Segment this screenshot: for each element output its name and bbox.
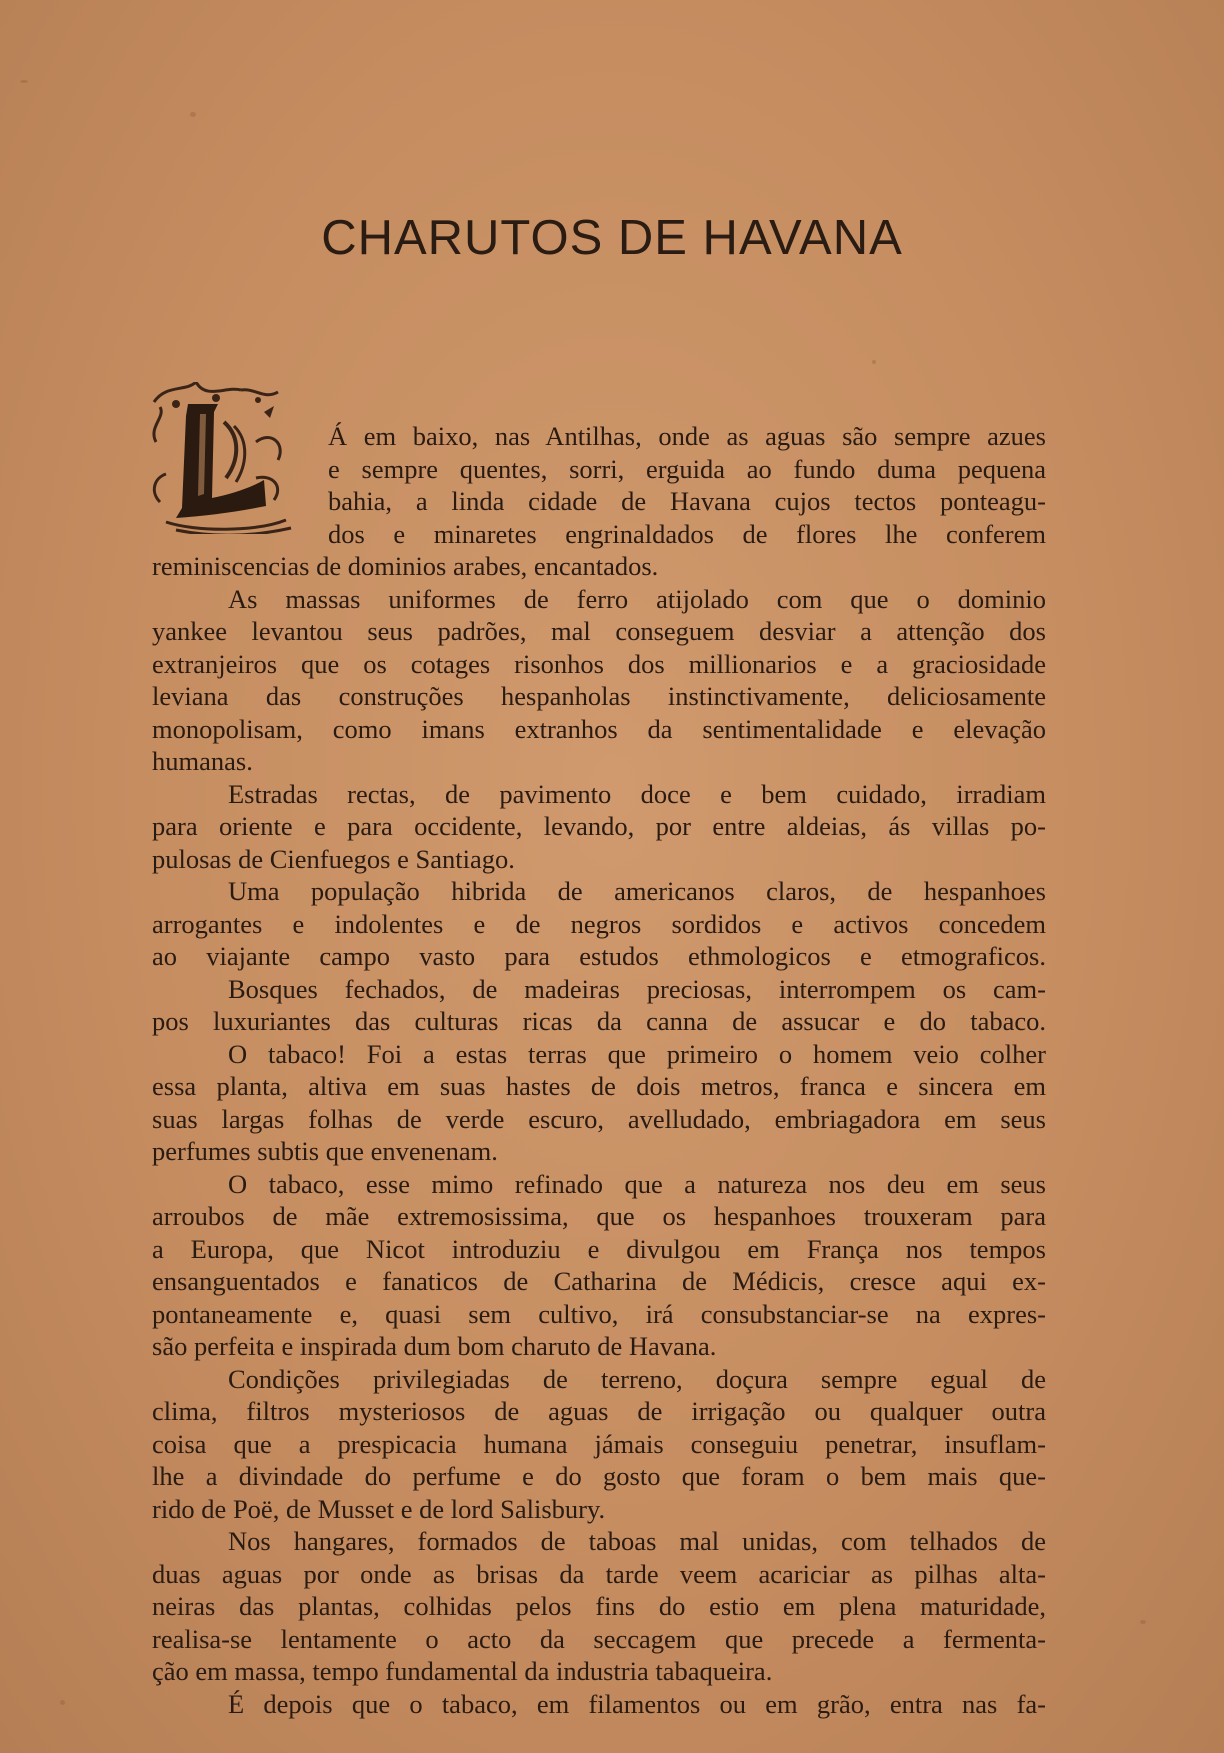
text-line: suas largas folhas de verde escuro, avelludado, embriagadora em seus	[152, 1103, 1046, 1134]
text-line: pontaneamente e, quasi sem cultivo, irá consubstanciar-se na expres-	[152, 1298, 1046, 1329]
text-line: ao viajante campo vasto para estudos ethmologicos e etmograficos.	[152, 941, 1046, 971]
text-line: pos luxuriantes das culturas ricas da canna de assucar e do tabaco.	[152, 1006, 1046, 1036]
text-line: As massas uniformes de ferro atijolado com que o dominio	[228, 583, 1046, 614]
paper-speck	[190, 112, 196, 117]
text-line: bahia, a linda cidade de Havana cujos tectos ponteagu-	[328, 486, 1046, 516]
paper-speck	[1140, 1620, 1146, 1624]
text-line: arrogantes e indolentes e de negros sordidos e activos concedem	[152, 908, 1046, 939]
text-line: coisa que a prespicacia humana jámais conseguiu penetrar, insuflam-	[152, 1428, 1046, 1459]
text-line: Nos hangares, formados de taboas mal unidas, com telhados de	[228, 1526, 1046, 1556]
text-line: reminiscencias de dominios arabes, encantados.	[152, 551, 659, 581]
text-line: humanas.	[152, 746, 253, 776]
text-line: ensanguentados e fanaticos de Catharina de Médicis, cresce aqui ex-	[152, 1266, 1046, 1296]
text-line: realisa-se lentamente o acto da seccagem que precede a fermenta-	[152, 1623, 1046, 1654]
text-line: Á em baixo, nas Antilhas, onde as aguas são sempre azues	[328, 421, 1046, 451]
paper-speck	[20, 80, 28, 83]
page-title: CHARUTOS DE HAVANA	[321, 211, 903, 265]
body-text	[152, 420, 1046, 1720]
paper-speck	[872, 360, 876, 364]
text-line: É depois que o tabaco, em filamentos ou em grão, entra nas fa-	[228, 1688, 1046, 1719]
text-line: e sempre quentes, sorri, erguida ao fundo duma pequena	[328, 453, 1046, 484]
text-line: são perfeita e inspirada dum bom charuto de Havana.	[152, 1331, 717, 1361]
text-line: dos e minaretes engrinaldados de flores lhe conferem	[328, 518, 1046, 549]
text-line: Bosques fechados, de madeiras preciosas, interrompem os cam-	[228, 973, 1046, 1004]
text-line: neiras das plantas, colhidas pelos fins do estio em plena maturidade,	[152, 1591, 1046, 1621]
text-line: Estradas rectas, de pavimento doce e bem cuidado, irradiam	[228, 778, 1046, 809]
text-line: Uma população hibrida de americanos claros, de hespanhoes	[228, 876, 1046, 906]
text-line: rido de Poë, de Musset e de lord Salisbury.	[152, 1493, 606, 1524]
text-line: pulosas de Cienfuegos e Santiago.	[152, 843, 515, 874]
text-line: O tabaco, esse mimo refinado que a natureza nos deu em seus	[228, 1168, 1046, 1199]
text-line: essa planta, altiva em suas hastes de dois metros, franca e sincera em	[152, 1071, 1046, 1101]
text-line: arroubos de mãe extremosissima, que os hespanhoes trouxeram para	[152, 1201, 1046, 1231]
text-line: perfumes subtis que envenenam.	[152, 1136, 498, 1166]
text-line: ção em massa, tempo fundamental da industria tabaqueira.	[152, 1656, 773, 1686]
text-line: a Europa, que Nicot introduziu e divulgou em França nos tempos	[152, 1233, 1046, 1264]
text-line: yankee levantou seus padrões, mal conseguem desviar a attenção dos	[152, 616, 1046, 646]
text-line: O tabaco! Foi a estas terras que primeiro o homem veio colher	[228, 1038, 1046, 1069]
text-line: monopolisam, como imans extranhos da sentimentalidade e elevação	[152, 713, 1046, 744]
text-line: duas aguas por onde as brisas da tarde veem acariciar as pilhas alta-	[152, 1558, 1046, 1589]
text-line: para oriente e para occidente, levando, por entre aldeias, ás villas po-	[152, 811, 1046, 841]
text-line: Condições privilegiadas de terreno, doçura sempre egual de	[228, 1363, 1046, 1394]
text-line: extranjeiros que os cotages risonhos dos millionarios e a graciosidade	[152, 648, 1046, 679]
text-line: leviana das construções hespanholas instinctivamente, deliciosamente	[152, 681, 1046, 711]
text-line: lhe a divindade do perfume e do gosto que foram o bem mais que-	[152, 1461, 1046, 1491]
text-line: clima, filtros mysteriosos de aguas de irrigação ou qualquer outra	[152, 1396, 1046, 1426]
paper-speck	[60, 1700, 65, 1705]
